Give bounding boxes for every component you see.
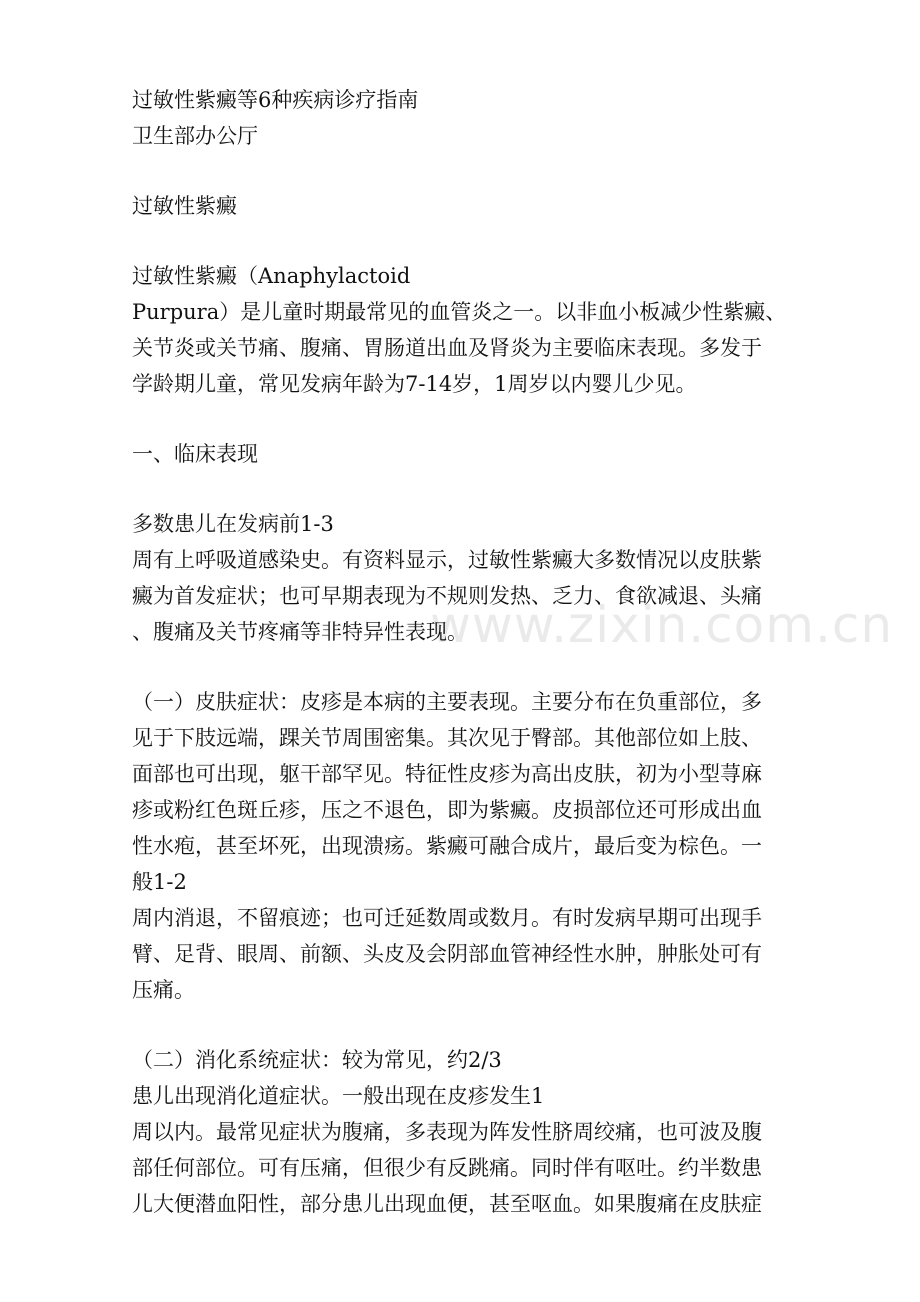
digestive-symptoms-paragraph <box>132 1042 788 1222</box>
paragraph-line: 学龄期儿童，常见发病年龄为7-14岁，1周岁以内婴儿少见。 <box>132 372 697 396</box>
paragraph-line: 关节炎或关节痛、腹痛、胃肠道出血及肾炎为主要临床表现。多发于 <box>132 336 762 360</box>
paragraph-line: （一）皮肤症状：皮疹是本病的主要表现。主要分布在负重部位，多 <box>132 690 762 714</box>
spacer <box>132 650 788 684</box>
document-issuer: 卫生部办公厅 <box>132 124 258 148</box>
paragraph-line: 面部也可出现，躯干部罕见。特征性皮疹为高出皮肤，初为小型荨麻 <box>132 762 762 786</box>
paragraph-line: 多数患儿在发病前1-3 <box>132 512 334 536</box>
paragraph-line: 癜为首发症状；也可早期表现为不规则发热、乏力、食欲减退、头痛 <box>132 584 762 608</box>
paragraph-line: 、腹痛及关节疼痛等非特异性表现。 <box>132 620 468 644</box>
section-title: 过敏性紫癜 <box>132 194 237 218</box>
spacer <box>132 472 788 506</box>
paragraph-line: 疹或粉红色斑丘疹，压之不退色，即为紫癜。皮损部位还可形成出血 <box>132 798 762 822</box>
spacer <box>132 154 788 188</box>
heading-clinical: 一、临床表现 <box>132 442 258 466</box>
paragraph-line: 过敏性紫癜（Anaphylactoid <box>132 264 411 288</box>
paragraph-line: Purpura）是儿童时期最常见的血管炎之一。以非血小板减少性紫癜、 <box>132 300 787 324</box>
paragraph-line: 儿大便潜血阳性，部分患儿出现血便，甚至呕血。如果腹痛在皮肤症 <box>132 1192 762 1216</box>
skin-symptoms-paragraph <box>132 684 788 1008</box>
paragraph-line: （二）消化系统症状：较为常见，约2/3 <box>132 1048 502 1072</box>
paragraph-line: 周有上呼吸道感染史。有资料显示，过敏性紫癜大多数情况以皮肤紫 <box>132 548 762 572</box>
paragraph-line: 臂、足背、眼周、前额、头皮及会阴部血管神经性水肿，肿胀处可有 <box>132 942 762 966</box>
spacer <box>132 1008 788 1042</box>
document-title: 过敏性紫癜等6种疾病诊疗指南 <box>132 88 419 112</box>
spacer <box>132 402 788 436</box>
paragraph-line: 周以内。最常见症状为腹痛，多表现为阵发性脐周绞痛，也可波及腹 <box>132 1120 762 1144</box>
paragraph-line: 周内消退，不留痕迹；也可迁延数周或数月。有时发病早期可出现手 <box>132 906 762 930</box>
watermark: www.zixin.com.cn <box>430 596 894 654</box>
paragraph-line: 患儿出现消化道症状。一般出现在皮疹发生1 <box>132 1084 545 1108</box>
spacer <box>132 224 788 258</box>
paragraph-line: 见于下肢远端，踝关节周围密集。其次见于臀部。其他部位如上肢、 <box>132 726 762 750</box>
intro-paragraph <box>132 258 788 402</box>
paragraph-line: 部任何部位。可有压痛，但很少有反跳痛。同时伴有呕吐。约半数患 <box>132 1156 762 1180</box>
paragraph-line: 性水疱，甚至坏死，出现溃疡。紫癜可融合成片，最后变为棕色。一 <box>132 834 762 858</box>
paragraph-line: 压痛。 <box>132 978 195 1002</box>
paragraph-line: 般1-2 <box>132 870 187 894</box>
